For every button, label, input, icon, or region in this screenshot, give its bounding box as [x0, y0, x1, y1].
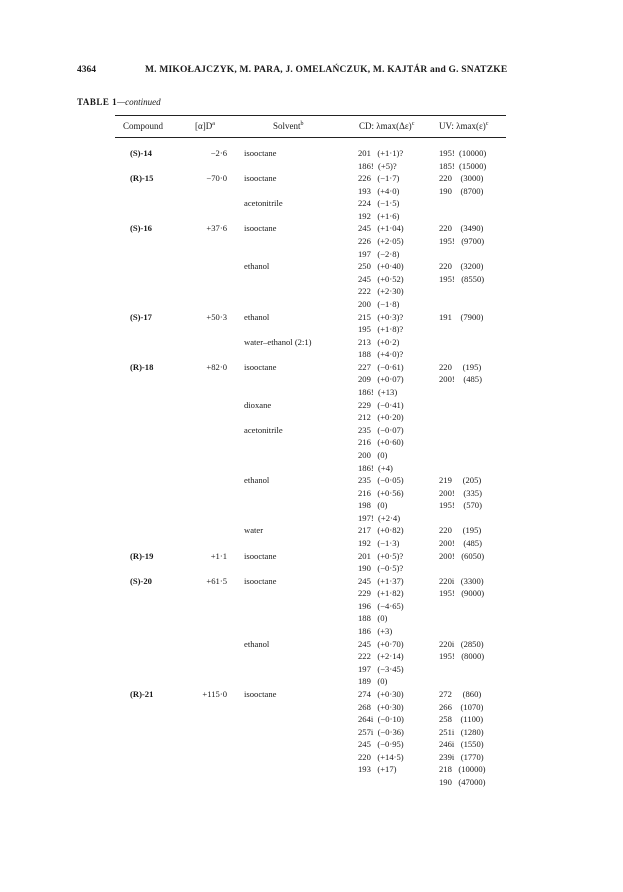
cell-cd: 245 (+0·52)	[358, 273, 404, 284]
cell-cd: 200 (−1·8)	[358, 298, 400, 309]
cell-cd: 188 (0)	[358, 613, 388, 624]
cell-solvent: dioxane	[244, 399, 272, 410]
cell-solvent: isooctane	[244, 173, 277, 184]
cell-uv: 218 (10000)	[439, 764, 486, 775]
cell-uv: 190 (8700)	[439, 185, 484, 196]
cell-cd: 213 (+0·2)	[358, 336, 400, 347]
cell-cd: 209 (+0·07)	[358, 374, 404, 385]
cell-cd: 188 (+4·0)?	[358, 349, 404, 360]
cell-uv: 220 (3490)	[439, 223, 484, 234]
cell-uv: 258 (1100)	[439, 714, 484, 725]
column-header-compound-text: Compound	[123, 121, 164, 131]
cell-cd: 227 (−0·61)	[358, 361, 404, 372]
cell-alpha: +61·5	[206, 575, 227, 586]
column-header-solvent	[273, 121, 304, 131]
column-header-compound	[123, 121, 163, 131]
cell-compound: (S)-16	[130, 223, 152, 234]
column-header-cd-text: CD: λmax(Δε)	[359, 121, 412, 131]
column-header-alpha	[195, 121, 215, 131]
cell-cd: 186! (+5)?	[358, 160, 397, 171]
cell-cd: 245 (+1·37)	[358, 575, 404, 586]
cell-compound: (R)-15	[130, 173, 154, 184]
cell-uv: 191 (7900)	[439, 311, 484, 322]
cell-solvent: isooctane	[244, 575, 277, 586]
column-header-solvent-footnote: b	[300, 121, 304, 127]
cell-compound: (R)-19	[130, 550, 154, 561]
cell-uv: 220i (2850)	[439, 638, 484, 649]
cell-uv: 219 (205)	[439, 475, 482, 486]
column-header-solvent-text: Solvent	[273, 121, 301, 131]
cell-uv: 272 (860)	[439, 688, 482, 699]
cell-cd: 186 (+3)	[358, 626, 393, 637]
cell-cd: 216 (+0·60)	[358, 437, 404, 448]
cell-uv: 200! (485)	[439, 537, 482, 548]
cell-uv: 190 (47000)	[439, 777, 486, 787]
cell-uv: 195! (9000)	[439, 588, 485, 599]
cell-cd: 216 (+0·56)	[358, 487, 404, 498]
cell-uv: 195! (570)	[439, 500, 482, 511]
cell-uv: 200! (485)	[439, 374, 482, 385]
cell-uv: 239i (1770)	[439, 751, 484, 762]
cell-solvent: ethanol	[244, 475, 270, 486]
cell-cd: 235 (−0·05)	[358, 475, 404, 486]
column-header-cd-footnote: c	[411, 121, 415, 127]
cell-solvent: water–ethanol (2:1)	[244, 336, 312, 347]
cell-cd: 235 (−0·07)	[358, 424, 404, 435]
cell-alpha: −70·0	[206, 173, 227, 184]
column-header-uv	[439, 121, 488, 131]
cell-compound: (S)-20	[130, 575, 152, 586]
table-caption	[77, 97, 161, 107]
cell-solvent: isooctane	[244, 550, 277, 561]
cell-uv: 195! (9700)	[439, 236, 485, 247]
cell-cd: 229 (+1·82)	[358, 588, 404, 599]
cell-alpha: −2·6	[210, 148, 227, 158]
column-header-alpha-text: [α]D	[195, 121, 213, 131]
cell-cd: 201 (+0·5)?	[358, 550, 404, 561]
cell-compound: (R)-18	[130, 361, 154, 372]
cell-cd: 245 (+1·04)	[358, 223, 404, 234]
cell-cd: 196 (−4·65)	[358, 600, 404, 611]
cell-uv: 246i (1550)	[439, 739, 484, 750]
table-label: TABLE 1	[77, 97, 118, 107]
cell-cd: 193 (+4·0)	[358, 185, 400, 196]
cell-solvent: ethanol	[244, 261, 270, 272]
cell-cd: 195 (+1·8)?	[358, 324, 404, 335]
cell-cd: 197! (+2·4)	[358, 512, 401, 523]
cell-uv: 220 (195)	[439, 525, 482, 536]
cell-uv: 195! (10000)	[439, 148, 487, 158]
cell-uv: 220 (3000)	[439, 173, 484, 184]
cell-uv: 200! (6050)	[439, 550, 485, 561]
cell-solvent: acetonitrile	[244, 424, 283, 435]
cell-cd: 222 (+2·14)	[358, 651, 404, 662]
cell-cd: 192 (+1·6)	[358, 210, 400, 221]
cell-cd: 212 (+0·20)	[358, 412, 404, 423]
cell-cd: 193 (+17)	[358, 764, 397, 775]
cell-cd: 245 (−0·95)	[358, 739, 404, 750]
cell-compound: (S)-17	[130, 311, 152, 322]
cell-cd: 192 (−1·3)	[358, 537, 400, 548]
cell-uv: 220 (3200)	[439, 261, 484, 272]
cell-solvent: water	[244, 525, 264, 536]
cell-solvent: isooctane	[244, 361, 277, 372]
cell-cd: 226 (−1·7)	[358, 173, 400, 184]
cell-compound: (S)-14	[130, 148, 152, 158]
cell-cd: 200 (0)	[358, 449, 388, 460]
cell-alpha: +115·0	[202, 688, 227, 699]
cell-cd: 190 (−0·5)?	[358, 563, 404, 574]
cell-cd: 229 (−0·41)	[358, 399, 404, 410]
cell-cd: 245 (+0·70)	[358, 638, 404, 649]
cell-alpha: +1·1	[210, 550, 227, 561]
cell-cd: 226 (+2·05)	[358, 236, 404, 247]
cell-alpha: +50·3	[206, 311, 227, 322]
cell-cd: 250 (+0·40)	[358, 261, 404, 272]
cell-alpha: +37·6	[206, 223, 227, 234]
cell-cd: 197 (−2·8)	[358, 248, 400, 259]
table-top-rule	[115, 115, 506, 116]
cell-cd: 198 (0)	[358, 500, 388, 511]
cell-alpha: +82·0	[206, 361, 227, 372]
cell-cd: 189 (0)	[358, 676, 388, 687]
column-header-alpha-footnote: a	[212, 121, 215, 127]
cell-cd: 220 (+14·5)	[358, 751, 404, 762]
cell-cd: 186! (+13)	[358, 387, 398, 398]
running-authors: M. MIKOŁAJCZYK, M. PARA, J. OMELAŃCZUK, M. KAJTÁR and G. SNATZKE	[145, 65, 508, 75]
cell-cd: 268 (+0·30)	[358, 701, 404, 712]
cell-cd: 222 (+2·30)	[358, 286, 404, 297]
table-continued: —continued	[117, 97, 161, 107]
cell-uv: 185! (15000)	[439, 160, 487, 171]
cell-cd: 264i (−0·10)	[358, 714, 404, 725]
cell-solvent: ethanol	[244, 311, 270, 322]
column-header-uv-text: UV: λmax(ε)	[439, 121, 486, 131]
column-header-cd	[359, 121, 414, 131]
column-header-uv-footnote: c	[485, 121, 489, 127]
table-header-rule	[115, 137, 506, 138]
cell-uv: 220i (3300)	[439, 575, 484, 586]
cell-compound: (R)-21	[130, 688, 154, 699]
cell-uv: 266 (1070)	[439, 701, 484, 712]
cell-cd: 215 (+0·3)?	[358, 311, 404, 322]
cell-uv: 195! (8550)	[439, 273, 485, 284]
cell-solvent: isooctane	[244, 148, 277, 158]
cell-uv: 251i (1280)	[439, 726, 484, 737]
cell-solvent: isooctane	[244, 223, 277, 234]
page-number: 4364	[77, 65, 96, 75]
cell-cd: 224 (−1·5)	[358, 198, 400, 209]
cell-solvent: acetonitrile	[244, 198, 283, 209]
cell-cd: 217 (+0·82)	[358, 525, 404, 536]
cell-cd: 197 (−3·45)	[358, 663, 404, 674]
cell-cd: 201 (+1·1)?	[358, 148, 404, 158]
cell-uv: 220 (195)	[439, 361, 482, 372]
cell-solvent: ethanol	[244, 638, 270, 649]
cell-solvent: isooctane	[244, 688, 277, 699]
cell-cd: 186! (+4)	[358, 462, 393, 473]
cell-uv: 200! (335)	[439, 487, 482, 498]
cell-uv: 195! (8000)	[439, 651, 485, 662]
cell-cd: 274 (+0·30)	[358, 688, 404, 699]
cell-cd: 257i (−0·36)	[358, 726, 404, 737]
